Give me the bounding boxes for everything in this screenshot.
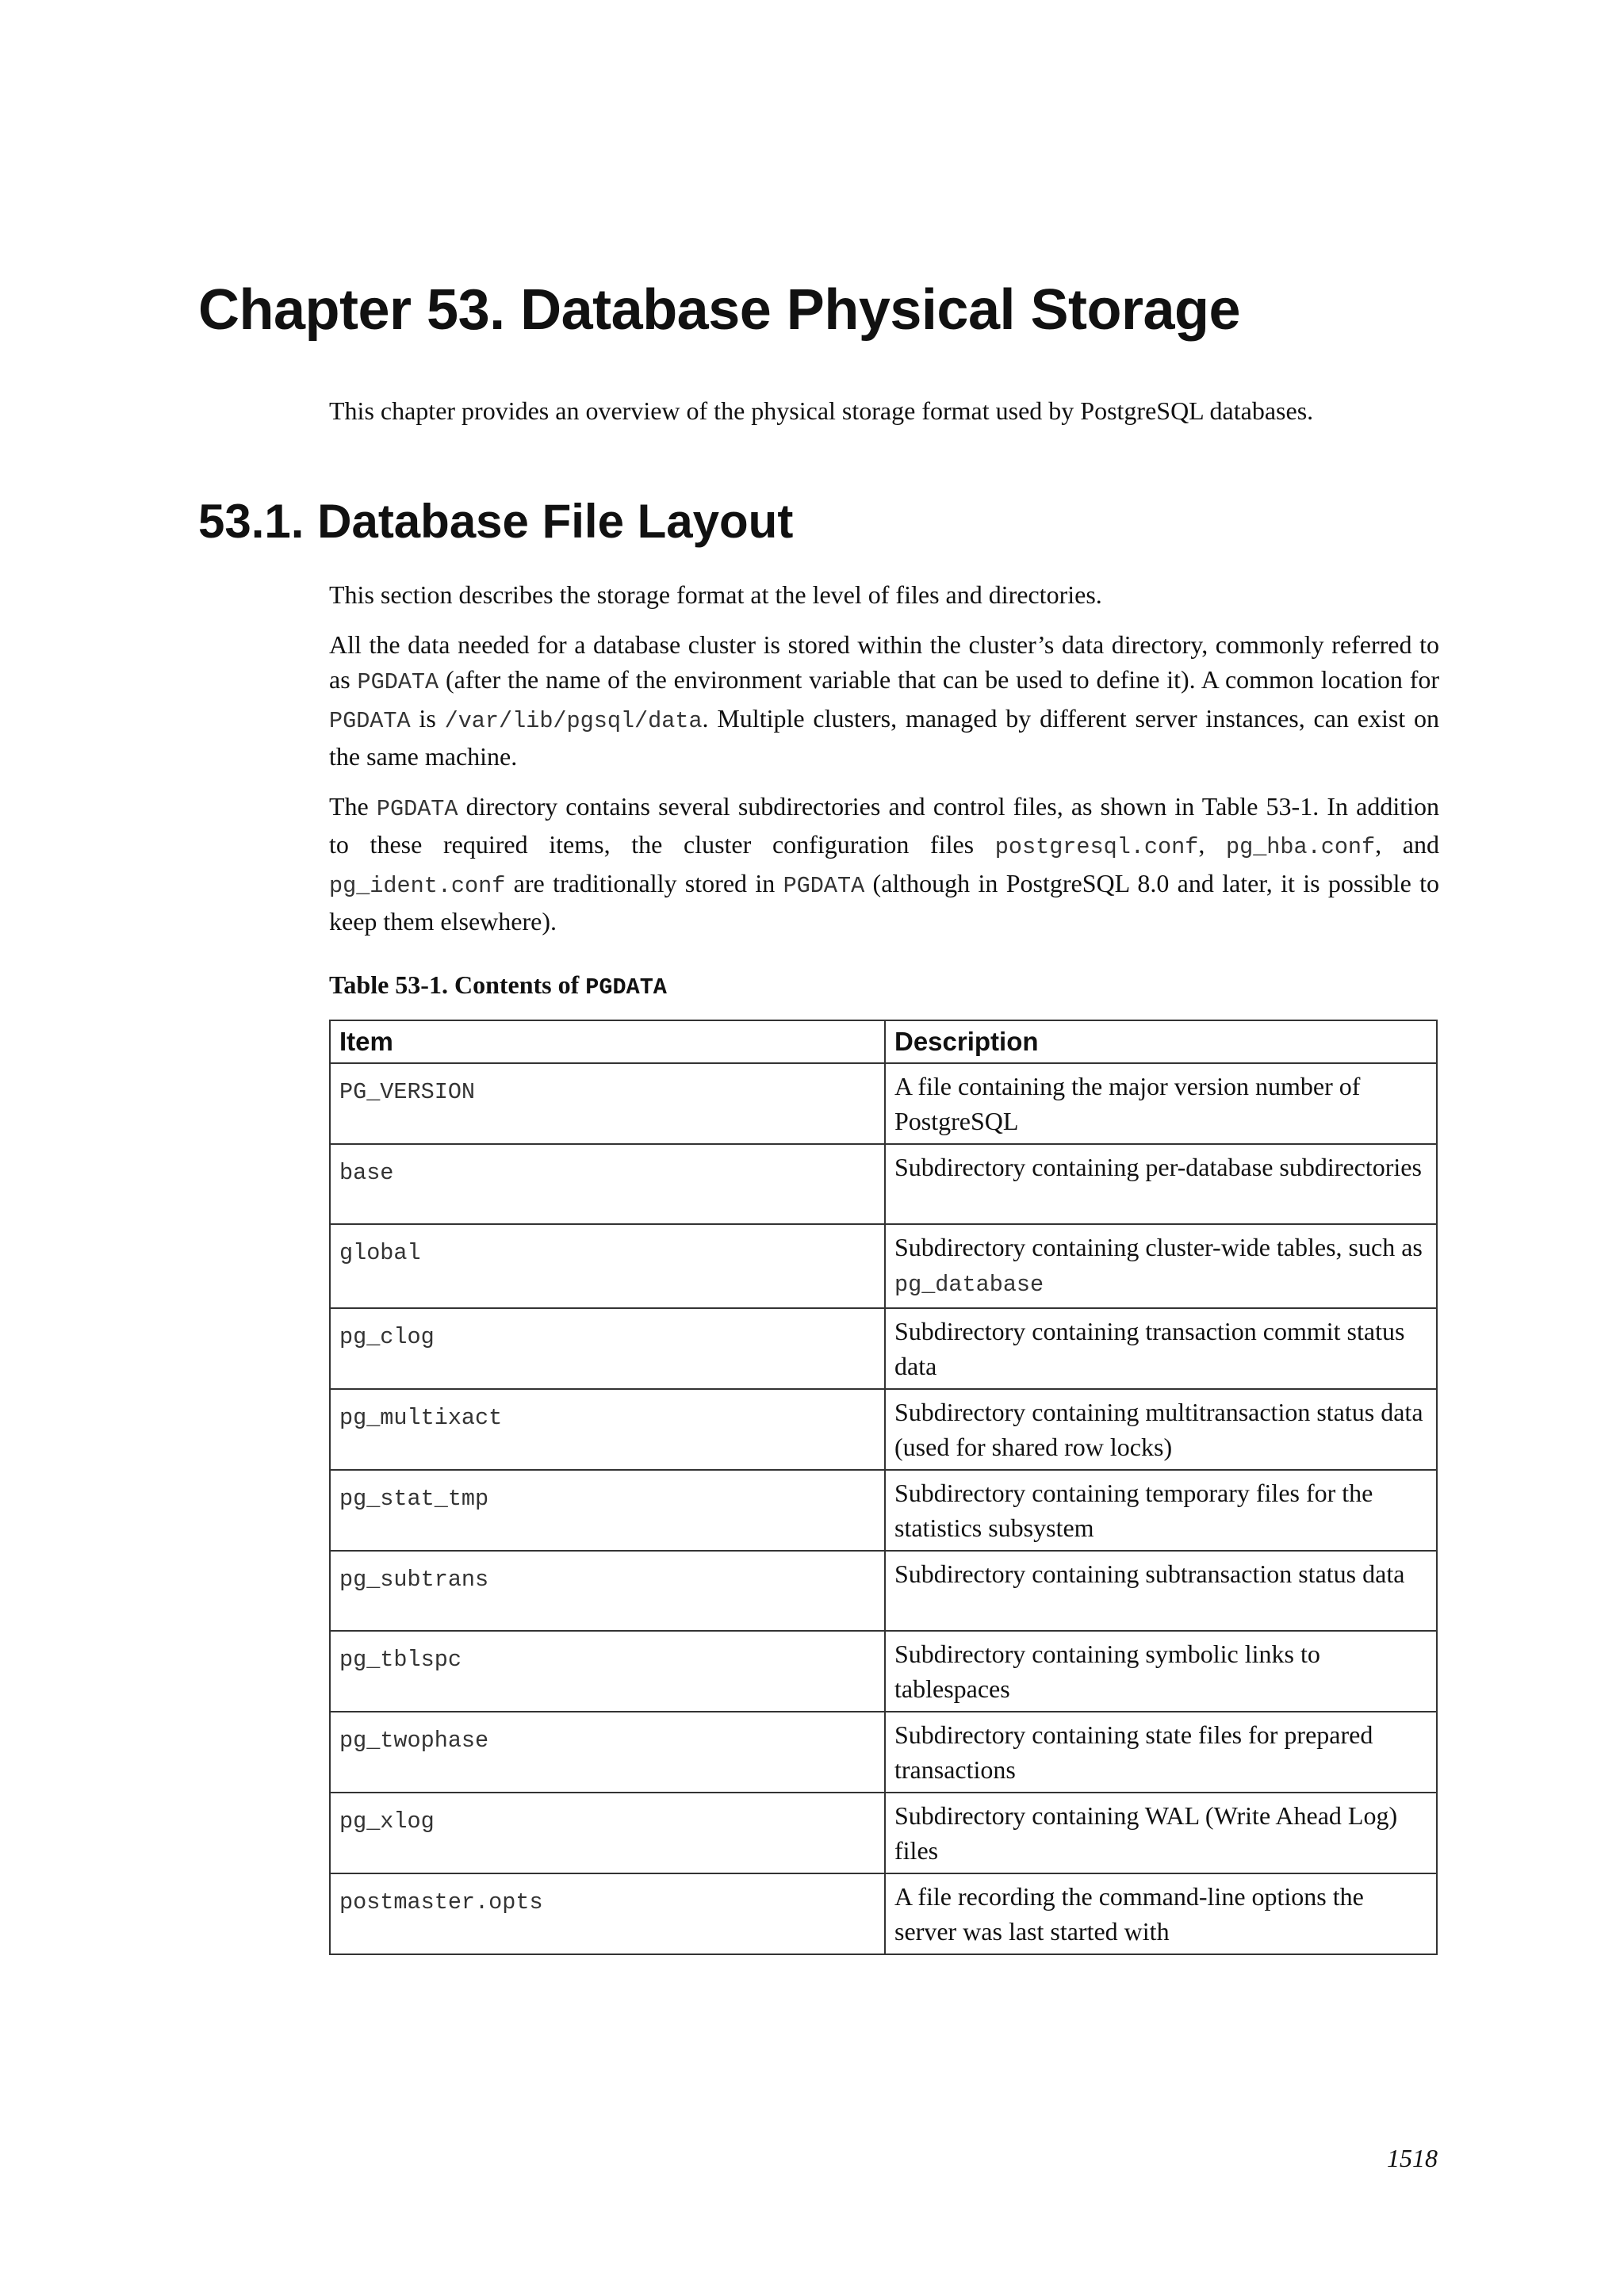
description-text: Subdirectory containing cluster-wide tables, such as <box>894 1233 1423 1261</box>
table-row <box>330 1631 1437 1712</box>
item-name: pg_xlog <box>339 1808 435 1835</box>
item-name: pg_clog <box>339 1324 435 1350</box>
inline-code: PGDATA <box>357 669 439 695</box>
text: (after the name of the environment variable that can be used to define it). A common location for <box>439 665 1440 694</box>
paragraph-2 <box>329 627 1439 775</box>
item-name: postmaster.opts <box>339 1889 543 1915</box>
description-cell <box>885 1224 1437 1308</box>
table-row <box>330 1389 1437 1470</box>
table-title-text: Table 53-1. Contents of <box>329 970 586 999</box>
item-name: base <box>339 1160 394 1186</box>
inline-code: pg_database <box>894 1272 1044 1298</box>
text: (although in PostgreSQL 8.0 and later, it is possible to keep them elsewhere). <box>329 868 1440 936</box>
table-row <box>330 1712 1437 1793</box>
inline-code: PGDATA <box>329 707 411 734</box>
description-cell: A file containing the major version number of PostgreSQL <box>885 1063 1437 1144</box>
table-row <box>330 1308 1437 1389</box>
item-cell <box>330 1470 885 1551</box>
item-cell <box>330 1144 885 1224</box>
item-cell <box>330 1712 885 1793</box>
description-cell: Subdirectory containing subtransaction status data <box>885 1551 1437 1631</box>
description-cell: Subdirectory containing per-database subdirectories <box>885 1144 1437 1224</box>
table-row <box>330 1793 1437 1873</box>
inline-code: PGDATA <box>783 872 865 899</box>
item-cell <box>330 1631 885 1712</box>
text: directory contains several subdirectories and control files, as shown in Table 53-1. In addition to these required items, the cluster configuration files <box>329 791 1439 859</box>
description-cell: Subdirectory containing transaction commit status data <box>885 1308 1437 1389</box>
table-title-code: PGDATA <box>585 974 667 1001</box>
item-cell <box>330 1224 885 1308</box>
item-cell <box>330 1389 885 1470</box>
item-name: pg_subtrans <box>339 1567 489 1593</box>
item-cell <box>330 1308 885 1389</box>
item-name: pg_stat_tmp <box>339 1486 489 1512</box>
description-cell: Subdirectory containing state files for prepared transactions <box>885 1712 1437 1793</box>
item-cell <box>330 1551 885 1631</box>
inline-code: pg_ident.conf <box>329 872 506 899</box>
description-cell: A file recording the command-line options the server was last started with <box>885 1873 1437 1954</box>
item-name: PG_VERSION <box>339 1079 476 1105</box>
item-cell <box>330 1793 885 1873</box>
text: The <box>329 791 377 821</box>
table-row <box>330 1470 1437 1551</box>
text: is <box>410 703 445 733</box>
description-cell: Subdirectory containing symbolic links to tablespaces <box>885 1631 1437 1712</box>
item-cell <box>330 1063 885 1144</box>
text: , <box>1198 830 1226 859</box>
chapter-title: Chapter 53. Database Physical Storage <box>198 278 1241 342</box>
inline-code: /var/lib/pgsql/data <box>444 707 703 734</box>
inline-code: postgresql.conf <box>994 834 1199 860</box>
item-name: pg_tblspc <box>339 1647 462 1673</box>
table-row <box>330 1224 1437 1308</box>
pgdata-contents-table <box>329 1020 1438 1955</box>
chapter-intro: This chapter provides an overview of the physical storage format used by PostgreSQL databases. <box>329 396 1314 425</box>
item-cell <box>330 1873 885 1954</box>
item-name: global <box>339 1240 421 1266</box>
text: All the data needed for a database cluster is stored within the cluster’s data directory, commonly referred to as <box>329 629 1439 694</box>
paragraph-1: This section describes the storage format at the level of files and directories. <box>329 580 1102 609</box>
table-header-row <box>330 1020 1437 1063</box>
table-row <box>330 1063 1437 1144</box>
paragraph-3 <box>329 789 1439 939</box>
section-body <box>329 577 1439 954</box>
page-number: 1518 <box>1387 2144 1438 2172</box>
table-title <box>329 967 667 1005</box>
text: . Multiple clusters, managed by different server instances, can exist on the same machine. <box>329 703 1440 771</box>
table-row <box>330 1551 1437 1631</box>
table-row <box>330 1873 1437 1954</box>
item-name: pg_twophase <box>339 1728 489 1754</box>
column-header-description: Description <box>885 1020 1437 1063</box>
inline-code: PGDATA <box>376 795 458 822</box>
table-row <box>330 1144 1437 1224</box>
section-title: 53.1. Database File Layout <box>198 495 794 548</box>
description-cell: Subdirectory containing multitransaction status data (used for shared row locks) <box>885 1389 1437 1470</box>
column-header-item: Item <box>330 1020 885 1063</box>
description-cell: Subdirectory containing WAL (Write Ahead Log) files <box>885 1793 1437 1873</box>
inline-code: pg_hba.conf <box>1226 834 1376 860</box>
text: are traditionally stored in <box>505 868 783 897</box>
description-cell: Subdirectory containing temporary files for the statistics subsystem <box>885 1470 1437 1551</box>
text: , and <box>1375 830 1440 859</box>
item-name: pg_multixact <box>339 1405 503 1431</box>
